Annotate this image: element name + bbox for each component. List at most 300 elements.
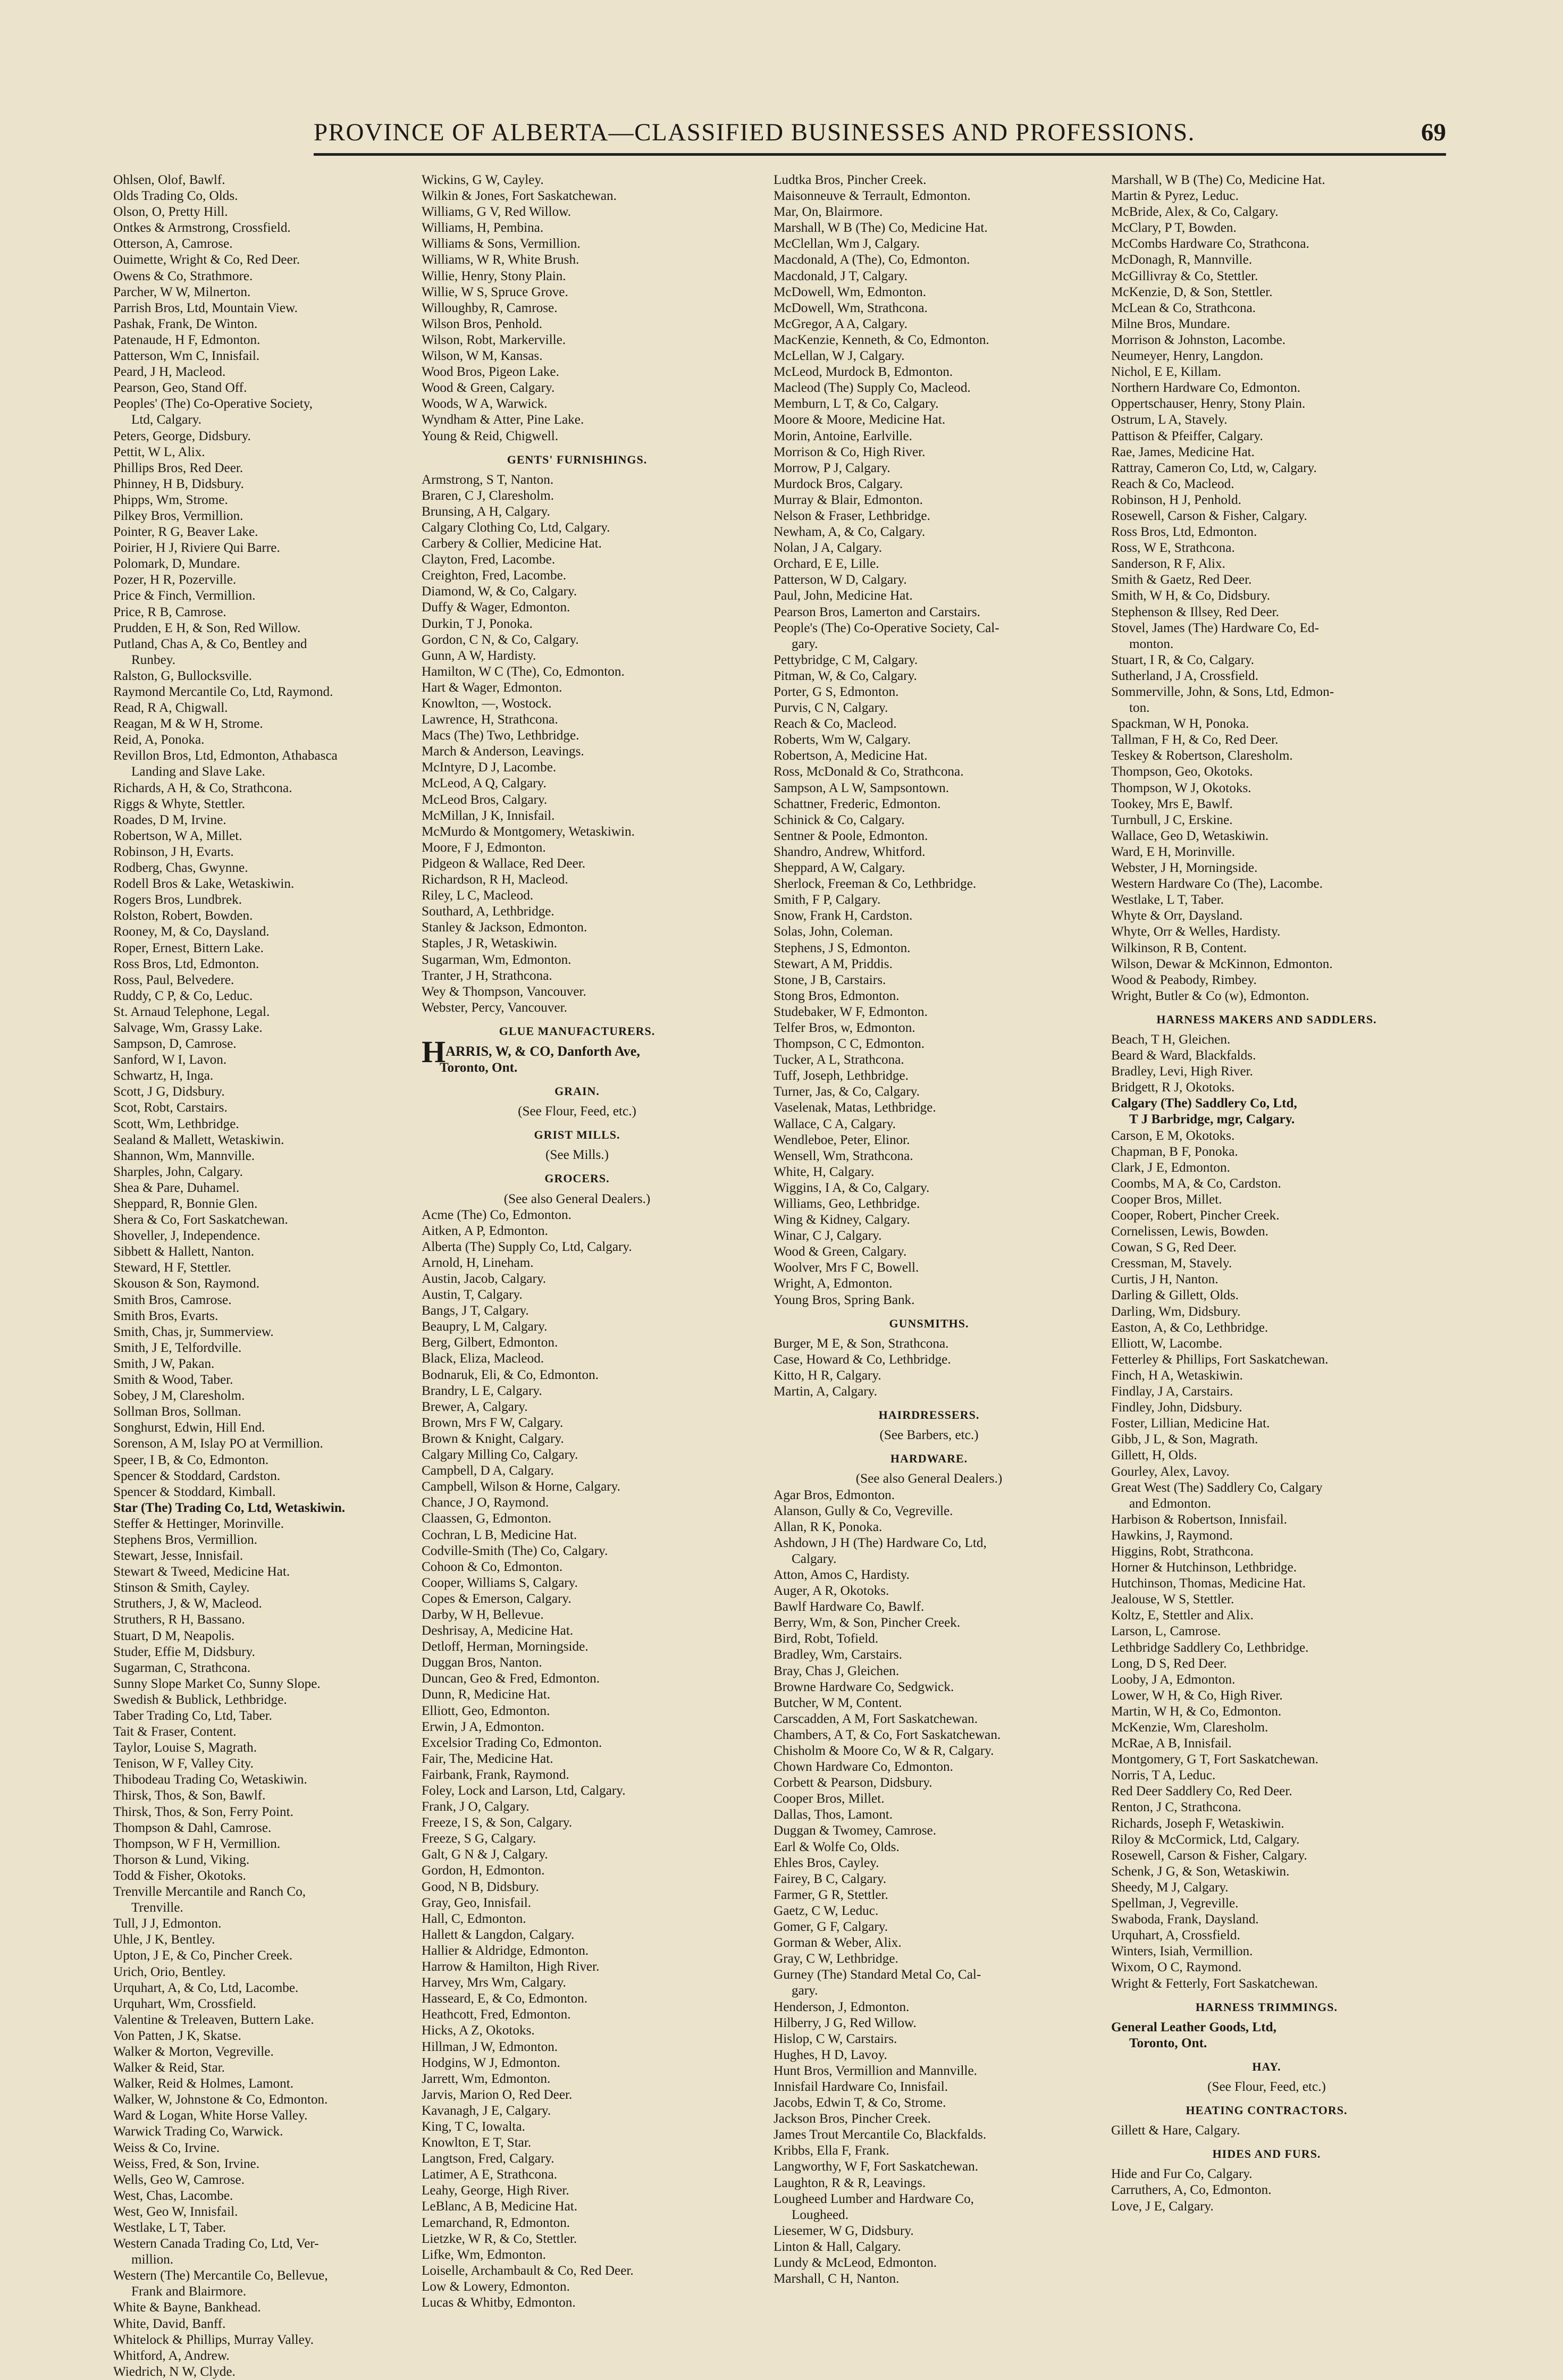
listing-entry: Curtis, J H, Nanton. bbox=[1111, 1272, 1219, 1287]
listing-entry: Brewer, A, Calgary. bbox=[422, 1399, 528, 1414]
listing-entry: Alberta (The) Supply Co, Ltd, Calgary. bbox=[422, 1239, 632, 1254]
listing-entry: Swaboda, Frank, Daysland. bbox=[1111, 1912, 1259, 1927]
listing-entry: Uhle, J K, Bentley. bbox=[113, 1932, 215, 1947]
listing-entry: Lundy & McLeod, Edmonton. bbox=[774, 2256, 937, 2270]
listing-entry: Walker, W, Johnstone & Co, Edmonton. bbox=[113, 2092, 328, 2107]
listing-entry: Lietzke, W R, & Co, Stettler. bbox=[422, 2231, 577, 2246]
listing-entry: Richards, A H, & Co, Strathcona. bbox=[113, 780, 292, 795]
listing-entry: Higgins, Robt, Strathcona. bbox=[1111, 1544, 1254, 1559]
header-rule bbox=[314, 153, 1446, 156]
section-heading: GLUE MANUFACTURERS. bbox=[499, 1024, 656, 1038]
listing-entry: Smith, Chas, jr, Summerview. bbox=[113, 1324, 274, 1339]
listing-entry: Hillman, J W, Edmonton. bbox=[422, 2039, 558, 2054]
listing-entry: Tait & Fraser, Content. bbox=[113, 1725, 237, 1739]
listing-entry: Ross Bros, Ltd, Edmonton. bbox=[113, 956, 259, 971]
section-heading: HAIRDRESSERS. bbox=[878, 1408, 980, 1422]
listing-entry: Sommerville, John, & Sons, Ltd, Edmon- bbox=[1111, 685, 1334, 699]
listing-entry: Phinney, H B, Didsbury. bbox=[113, 476, 244, 491]
section-heading: GRIST MILLS. bbox=[534, 1128, 620, 1142]
listing-entry: Brandry, L E, Calgary. bbox=[422, 1383, 542, 1398]
listing-entry: Allan, R K, Ponoka. bbox=[774, 1519, 883, 1534]
listing-entry: Case, Howard & Co, Lethbridge. bbox=[774, 1352, 951, 1367]
column-4 bbox=[1111, 172, 1422, 2215]
listing-entry: Findlay, J A, Carstairs. bbox=[1111, 1384, 1233, 1399]
listing-entry: Campbell, D A, Calgary. bbox=[422, 1464, 554, 1478]
listing-entry: Solas, John, Coleman. bbox=[774, 924, 893, 939]
listing-entry: Pattison & Pfeiffer, Calgary. bbox=[1111, 428, 1263, 443]
listing-entry: West, Geo W, Innisfail. bbox=[113, 2204, 238, 2219]
listing-entry: Rattray, Cameron Co, Ltd, w, Calgary. bbox=[1111, 460, 1317, 475]
listing-entry: Liesemer, W G, Didsbury. bbox=[774, 2223, 914, 2238]
listing-entry: Milne Bros, Mundare. bbox=[1111, 316, 1230, 331]
listing-entry: Coombs, M A, & Co, Cardston. bbox=[1111, 1176, 1281, 1191]
listing-entry: Western (The) Mercantile Co, Bellevue, bbox=[113, 2268, 328, 2283]
listing-entry: Excelsior Trading Co, Edmonton. bbox=[422, 1735, 602, 1750]
listing-entry: Urquhart, A, Crossfield. bbox=[1111, 1928, 1240, 1943]
listing-entry: Ward, E H, Morinville. bbox=[1111, 844, 1236, 859]
listing-entry: Willie, W S, Spruce Grove. bbox=[422, 284, 568, 299]
listing-entry: Pearson Bros, Lamerton and Carstairs. bbox=[774, 604, 980, 619]
listing-entry: Hasseard, E, & Co, Edmonton. bbox=[422, 1991, 588, 2006]
listing-entry: McLeod Bros, Calgary. bbox=[422, 792, 548, 807]
listing-entry: Rodell Bros & Lake, Wetaskiwin. bbox=[113, 877, 295, 892]
listing-entry: Pilkey Bros, Vermillion. bbox=[113, 508, 243, 523]
listing-entry: Hart & Wager, Edmonton. bbox=[422, 680, 562, 695]
listing-entry: Ouimette, Wright & Co, Red Deer. bbox=[113, 253, 300, 267]
listing-entry: Knowlton, —, Wostock. bbox=[422, 696, 552, 711]
listing-entry: Patenaude, H F, Edmonton. bbox=[113, 332, 260, 347]
listing-entry: Cornelissen, Lewis, Bowden. bbox=[1111, 1224, 1268, 1239]
listing-entry: Laughton, R & R, Leavings. bbox=[774, 2175, 926, 2190]
listing-entry: Browne Hardware Co, Sedgwick. bbox=[774, 1679, 954, 1694]
page-header bbox=[314, 118, 1446, 155]
listing-entry: McKenzie, Wm, Claresholm. bbox=[1111, 1720, 1268, 1735]
listing-entry: Morrison & Co, High River. bbox=[774, 444, 926, 459]
listing-entry: Upton, J E, & Co, Pincher Creek. bbox=[113, 1948, 293, 1963]
listing-entry: Cowan, S G, Red Deer. bbox=[1111, 1240, 1237, 1255]
listing-entry: Austin, Jacob, Calgary. bbox=[422, 1272, 547, 1286]
listing-entry: McLellan, W J, Calgary. bbox=[774, 349, 905, 364]
listing-entry: Peters, George, Didsbury. bbox=[113, 428, 251, 443]
listing-entry: Calgary Milling Co, Calgary. bbox=[422, 1448, 578, 1462]
cross-reference-note: (See Mills.) bbox=[545, 1148, 609, 1163]
listing-entry: Thompson, Geo, Okotoks. bbox=[1111, 764, 1253, 779]
listing-entry: McLeod, A Q, Calgary. bbox=[422, 776, 547, 791]
listing-continuation: Toronto, Ont. bbox=[440, 1060, 518, 1075]
listing-continuation: ton. bbox=[1129, 701, 1150, 716]
listing-entry: Schenk, J G, & Son, Wetaskiwin. bbox=[1111, 1864, 1290, 1879]
listing-entry: Carson, E M, Okotoks. bbox=[1111, 1128, 1235, 1143]
listing-continuation: Frank and Blairmore. bbox=[131, 2284, 247, 2299]
listing-entry: Todd & Fisher, Okotoks. bbox=[113, 1868, 246, 1883]
listing-entry: Loiselle, Archambault & Co, Red Deer. bbox=[422, 2263, 634, 2278]
listing-entry: Owens & Co, Strathmore. bbox=[113, 268, 253, 283]
listing-entry: Rosewell, Carson & Fisher, Calgary. bbox=[1111, 508, 1307, 523]
listing-entry: Koltz, E, Stettler and Alix. bbox=[1111, 1608, 1254, 1623]
listing-entry: Reach & Co, Macleod. bbox=[774, 717, 897, 731]
listing-entry: Riloy & McCormick, Ltd, Calgary. bbox=[1111, 1832, 1300, 1847]
listing-entry: Fairbank, Frank, Raymond. bbox=[422, 1767, 569, 1782]
listing-entry: Robertson, A, Medicine Hat. bbox=[774, 749, 928, 763]
section-heading: HIDES AND FURS. bbox=[1212, 2147, 1321, 2161]
listing-entry: Darby, W H, Bellevue. bbox=[422, 1607, 544, 1622]
listing-entry: Marshall, W B (The) Co, Medicine Hat. bbox=[1111, 173, 1325, 187]
listing-entry: Clark, J E, Edmonton. bbox=[1111, 1160, 1230, 1175]
listing-entry: Stanley & Jackson, Edmonton. bbox=[422, 920, 587, 935]
listing-entry: Ralston, G, Bullocksville. bbox=[113, 668, 252, 683]
listing-entry: Auger, A R, Okotoks. bbox=[774, 1584, 889, 1599]
listing-entry: Smith, W H, & Co, Didsbury. bbox=[1111, 588, 1271, 603]
listing-entry: Turner, Jas, & Co, Calgary. bbox=[774, 1084, 920, 1099]
listing-entry: Trenville Mercantile and Ranch Co, bbox=[113, 1885, 306, 1899]
listing-entry: Westlake, L T, Taber. bbox=[113, 2221, 226, 2235]
listing-entry: Williams, Geo, Lethbridge. bbox=[774, 1197, 920, 1211]
listing-entry: Brown & Knight, Calgary. bbox=[422, 1431, 564, 1446]
listing-entry: Clayton, Fred, Lacombe. bbox=[422, 552, 556, 567]
listing-entry: James Trout Mercantile Co, Blackfalds. bbox=[774, 2127, 987, 2142]
listing-entry: Cressman, M, Stavely. bbox=[1111, 1256, 1232, 1271]
listing-entry: Sentner & Poole, Edmonton. bbox=[774, 828, 928, 843]
listing-entry: Beard & Ward, Blackfalds. bbox=[1111, 1048, 1256, 1063]
listing-entry: Peoples' (The) Co-Operative Society, bbox=[113, 397, 313, 411]
listing-entry: Patterson, W D, Calgary. bbox=[774, 573, 907, 587]
listing-entry: Sheedy, M J, Calgary. bbox=[1111, 1880, 1229, 1895]
listing-entry: Thirsk, Thos, & Son, Ferry Point. bbox=[113, 1804, 293, 1819]
listing-entry: Pettit, W L, Alix. bbox=[113, 444, 205, 459]
listing-entry: Carscadden, A M, Fort Saskatchewan. bbox=[774, 1711, 978, 1726]
listing-entry: Bawlf Hardware Co, Bawlf. bbox=[774, 1600, 925, 1614]
column-2 bbox=[422, 172, 733, 2311]
listing-entry: Shera & Co, Fort Saskatchewan. bbox=[113, 1213, 288, 1227]
listing-entry: Thorson & Lund, Viking. bbox=[113, 1852, 250, 1867]
listing-entry: Ashdown, J H (The) Hardware Co, Ltd, bbox=[774, 1535, 987, 1550]
listing-entry: Telfer Bros, w, Edmonton. bbox=[774, 1020, 915, 1035]
listing-entry: Price, R B, Camrose. bbox=[113, 604, 226, 619]
listing-entry: Sharples, John, Calgary. bbox=[113, 1164, 243, 1179]
listing-entry: Renton, J C, Strathcona. bbox=[1111, 1800, 1241, 1815]
listing-entry: Young & Reid, Chigwell. bbox=[422, 428, 559, 443]
listing-entry: Finch, H A, Wetaskiwin. bbox=[1111, 1368, 1243, 1383]
listing-entry: Hughes, H D, Lavoy. bbox=[774, 2047, 887, 2062]
listing-entry: Sampson, D, Camrose. bbox=[113, 1037, 237, 1052]
listing-entry: Williams, H, Pembina. bbox=[422, 221, 544, 236]
listing-entry: Austin, T, Calgary. bbox=[422, 1288, 523, 1302]
listing-entry: Cooper Bros, Millet. bbox=[774, 1792, 885, 1806]
listing-entry: Beaupry, L M, Calgary. bbox=[422, 1319, 548, 1334]
listing-entry: Turnbull, J C, Erskine. bbox=[1111, 812, 1233, 827]
listing-entry: McGregor, A A, Calgary. bbox=[774, 316, 907, 331]
listing-entry: Sealand & Mallett, Wetaskiwin. bbox=[113, 1132, 284, 1147]
listing-entry: Carruthers, A, Co, Edmonton. bbox=[1111, 2183, 1272, 2198]
listing-continuation: and Edmonton. bbox=[1129, 1496, 1211, 1511]
listing-entry: West, Chas, Lacombe. bbox=[113, 2188, 233, 2203]
listing-entry: Parrish Bros, Ltd, Mountain View. bbox=[113, 300, 298, 315]
listing-entry: Black, Eliza, Macleod. bbox=[422, 1351, 544, 1366]
listing-entry: Duggan Bros, Nanton. bbox=[422, 1655, 542, 1670]
listing-entry: Gordon, C N, & Co, Calgary. bbox=[422, 632, 579, 647]
listing-entry: Jackson Bros, Pincher Creek. bbox=[774, 2112, 931, 2126]
listing-entry: Wells, Geo W, Camrose. bbox=[113, 2172, 245, 2187]
listing-entry: Williams, G V, Red Willow. bbox=[422, 205, 572, 220]
listing-entry: McRae, A B, Innisfail. bbox=[1111, 1736, 1232, 1751]
listing-entry: Ross, Paul, Belvedere. bbox=[113, 972, 234, 987]
listing-entry: Marshall, C H, Nanton. bbox=[774, 2272, 900, 2286]
listing-entry: Gillett & Hare, Calgary. bbox=[1111, 2123, 1240, 2138]
listing-entry: Whyte, Orr & Welles, Hardisty. bbox=[1111, 924, 1281, 939]
listing-entry: Lucas & Whitby, Edmonton. bbox=[422, 2295, 576, 2310]
listing-entry: Looby, J A, Edmonton. bbox=[1111, 1672, 1236, 1687]
listing-entry: Wilson, Dewar & McKinnon, Edmonton. bbox=[1111, 956, 1333, 971]
listing-entry: Salvage, Wm, Grassy Lake. bbox=[113, 1020, 263, 1035]
listing-entry: Sunny Slope Market Co, Sunny Slope. bbox=[113, 1676, 321, 1691]
cross-reference-note: (See also General Dealers.) bbox=[503, 1191, 651, 1206]
column-1 bbox=[113, 172, 424, 2380]
listing-entry: Porter, G S, Edmonton. bbox=[774, 685, 899, 699]
listing-entry: Pitman, W, & Co, Calgary. bbox=[774, 668, 917, 683]
listing-entry: Pettybridge, C M, Calgary. bbox=[774, 652, 918, 667]
listing-entry: Berry, Wm, & Son, Pincher Creek. bbox=[774, 1616, 961, 1630]
listing-entry: Knowlton, E T, Star. bbox=[422, 2135, 532, 2150]
listing-entry: Struthers, R H, Bassano. bbox=[113, 1612, 245, 1627]
listing-entry: Walker & Reid, Star. bbox=[113, 2061, 225, 2075]
listing-entry: Harvey, Mrs Wm, Calgary. bbox=[422, 1975, 566, 1990]
listing-entry: Oppertschauser, Henry, Stony Plain. bbox=[1111, 397, 1306, 411]
listing-entry: Snow, Frank H, Cardston. bbox=[774, 909, 913, 923]
listing-entry: Bray, Chas J, Gleichen. bbox=[774, 1663, 900, 1678]
listing-entry: Cooper, Robert, Pincher Creek. bbox=[1111, 1208, 1280, 1223]
listing-entry: Armstrong, S T, Nanton. bbox=[422, 472, 554, 487]
featured-listing: Calgary (The) Saddlery Co, Ltd, bbox=[1111, 1096, 1297, 1111]
listing-entry: Von Patten, J K, Skatse. bbox=[113, 2028, 241, 2043]
section-heading: GUNSMITHS. bbox=[889, 1316, 969, 1330]
listing-entry: Nichol, E E, Killam. bbox=[1111, 365, 1222, 380]
listing-entry: Paul, John, Medicine Hat. bbox=[774, 588, 913, 603]
listing-entry: Wiggins, I A, & Co, Calgary. bbox=[774, 1180, 930, 1195]
listing-entry: Hamilton, W C (The), Co, Edmonton. bbox=[422, 664, 625, 679]
listing-entry: Tranter, J H, Strathcona. bbox=[422, 968, 552, 983]
listing-entry: Wilson Bros, Penhold. bbox=[422, 316, 543, 331]
listing-entry: Woolver, Mrs F C, Bowell. bbox=[774, 1260, 919, 1275]
listing-entry: Shannon, Wm, Mannville. bbox=[113, 1148, 255, 1163]
listing-entry: Stewart, Jesse, Innisfail. bbox=[113, 1549, 243, 1563]
listing-entry: Long, D S, Red Deer. bbox=[1111, 1656, 1227, 1671]
listing-entry: Claassen, G, Edmonton. bbox=[422, 1511, 552, 1526]
listing-entry: Walker, Reid & Holmes, Lamont. bbox=[113, 2076, 294, 2091]
cross-reference-note: (See also General Dealers.) bbox=[855, 1471, 1003, 1486]
listing-entry: Gurney (The) Standard Metal Co, Cal- bbox=[774, 1967, 981, 1982]
listing-entry: Webster, Percy, Vancouver. bbox=[422, 1000, 567, 1015]
listing-entry: Stuart, D M, Neapolis. bbox=[113, 1628, 235, 1643]
section-heading: HARNESS TRIMMINGS. bbox=[1196, 2000, 1338, 2014]
listing-entry: Beach, T H, Gleichen. bbox=[1111, 1032, 1231, 1047]
listing-entry: Larson, L, Camrose. bbox=[1111, 1624, 1221, 1639]
listing-entry: Hutchinson, Thomas, Medicine Hat. bbox=[1111, 1576, 1306, 1591]
listing-entry: Harrow & Hamilton, High River. bbox=[422, 1959, 600, 1974]
cross-reference-note: (See Flour, Feed, etc.) bbox=[1207, 2079, 1326, 2094]
listing-entry: Sugarman, C, Strathcona. bbox=[113, 1660, 251, 1675]
listing-entry: Diamond, W, & Co, Calgary. bbox=[422, 584, 577, 599]
listing-entry: Kribbs, Ella F, Frank. bbox=[774, 2143, 889, 2158]
cross-reference-note: (See Barbers, etc.) bbox=[879, 1428, 979, 1443]
listing-entry: Lougheed Lumber and Hardware Co, bbox=[774, 2191, 974, 2206]
listing-entry: Staples, J R, Wetaskiwin. bbox=[422, 936, 557, 951]
section-heading: GENTS' FURNISHINGS. bbox=[507, 452, 648, 466]
listing-entry: Hallier & Aldridge, Edmonton. bbox=[422, 1943, 589, 1958]
listing-entry: Bangs, J T, Calgary. bbox=[422, 1303, 529, 1318]
listing-entry: Bodnaruk, Eli, & Co, Edmonton. bbox=[422, 1367, 599, 1382]
listing-entry: Skouson & Son, Raymond. bbox=[113, 1276, 259, 1291]
listing-entry: Agar Bros, Edmonton. bbox=[774, 1487, 895, 1502]
listing-entry: Gray, Geo, Innisfail. bbox=[422, 1895, 532, 1910]
listing-entry: Spackman, W H, Ponoka. bbox=[1111, 717, 1249, 731]
listing-entry: Webster, J H, Morningside. bbox=[1111, 861, 1258, 876]
listing-entry: Urquhart, A, & Co, Ltd, Lacombe. bbox=[113, 1980, 299, 1995]
listing-entry: Wright, A, Edmonton. bbox=[774, 1276, 893, 1291]
listing-entry: Low & Lowery, Edmonton. bbox=[422, 2279, 570, 2294]
listing-entry: Urich, Orio, Bentley. bbox=[113, 1964, 226, 1979]
listing-entry: Patterson, Wm C, Innisfail. bbox=[113, 349, 260, 364]
listing-entry: Arnold, H, Lineham. bbox=[422, 1255, 534, 1270]
listing-entry: Hodgins, W J, Edmonton. bbox=[422, 2055, 560, 2070]
listing-entry: Murray & Blair, Edmonton. bbox=[774, 492, 923, 507]
listing-entry: Speer, I B, & Co, Edmonton. bbox=[113, 1452, 269, 1467]
listing-entry: Ruddy, C P, & Co, Leduc. bbox=[113, 988, 253, 1003]
section-heading: HAY. bbox=[1252, 2059, 1281, 2073]
listing-entry: Phipps, Wm, Strome. bbox=[113, 492, 228, 507]
listing-entry: Hawkins, J, Raymond. bbox=[1111, 1528, 1233, 1543]
listing-entry: Ostrum, L A, Stavely. bbox=[1111, 413, 1228, 427]
listing-entry: Linton & Hall, Calgary. bbox=[774, 2239, 901, 2254]
listing-entry: Langworthy, W F, Fort Saskatchewan. bbox=[774, 2159, 979, 2174]
listing-entry: Studer, Effie M, Didsbury. bbox=[113, 1644, 255, 1659]
listing-entry: Pozer, H R, Pozerville. bbox=[113, 573, 237, 587]
listing-entry: Read, R A, Chigwall. bbox=[113, 701, 228, 716]
listing-entry: Tull, J J, Edmonton. bbox=[113, 1916, 222, 1931]
listing-entry: Brunsing, A H, Calgary. bbox=[422, 504, 550, 519]
listing-entry: Whitelock & Phillips, Murray Valley. bbox=[113, 2332, 314, 2347]
listing-entry: Easton, A, & Co, Lethbridge. bbox=[1111, 1320, 1268, 1335]
listing-entry: Young Bros, Spring Bank. bbox=[774, 1292, 915, 1307]
listing-entry: McDowell, Wm, Strathcona. bbox=[774, 300, 928, 315]
listing-entry: Rooney, M, & Co, Daysland. bbox=[113, 924, 270, 939]
listing-entry: Bradley, Wm, Carstairs. bbox=[774, 1647, 903, 1662]
listing-entry: Stone, J B, Carstairs. bbox=[774, 972, 886, 987]
listing-entry: Ross Bros, Ltd, Edmonton. bbox=[1111, 525, 1257, 540]
listing-entry: Sheppard, A W, Calgary. bbox=[774, 861, 905, 876]
listing-entry: Red Deer Saddlery Co, Red Deer. bbox=[1111, 1784, 1292, 1799]
listing-entry: Kitto, H R, Calgary. bbox=[774, 1368, 881, 1383]
listing-entry: Sibbett & Hallett, Nanton. bbox=[113, 1244, 255, 1259]
listing-entry: Duncan, Geo & Fred, Edmonton. bbox=[422, 1671, 600, 1686]
listing-entry: Reach & Co, Macleod. bbox=[1111, 476, 1234, 491]
listing-entry: Harbison & Robertson, Innisfail. bbox=[1111, 1512, 1287, 1527]
listing-entry: Peard, J H, Macleod. bbox=[113, 365, 226, 380]
listing-entry: Leahy, George, High River. bbox=[422, 2183, 569, 2198]
listing-continuation: Calgary. bbox=[792, 1551, 837, 1566]
listing-entry: Acme (The) Co, Edmonton. bbox=[422, 1207, 572, 1222]
listing-entry: Martin & Pyrez, Leduc. bbox=[1111, 189, 1239, 204]
listing-entry: Wilkin & Jones, Fort Saskatchewan. bbox=[422, 189, 617, 204]
listing-entry: Lawrence, H, Strathcona. bbox=[422, 712, 558, 727]
listing-entry: Polomark, D, Mundare. bbox=[113, 557, 240, 571]
listing-continuation: Trenville. bbox=[131, 1900, 183, 1915]
listing-entry: McLean & Co, Strathcona. bbox=[1111, 300, 1256, 315]
listing-entry: Sugarman, Wm, Edmonton. bbox=[422, 952, 572, 967]
listing-entry: Gibb, J L, & Son, Magrath. bbox=[1111, 1432, 1258, 1447]
listing-entry: Henderson, J, Edmonton. bbox=[774, 1999, 910, 2014]
listing-entry: Rolston, Robert, Bowden. bbox=[113, 909, 253, 923]
listing-entry: Ehles Bros, Cayley. bbox=[774, 1855, 879, 1870]
listing-continuation: gary. bbox=[792, 1983, 818, 1998]
listing-entry: Roades, D M, Irvine. bbox=[113, 812, 226, 827]
listing-entry: Ludtka Bros, Pincher Creek. bbox=[774, 173, 927, 187]
listing-entry: Teskey & Robertson, Claresholm. bbox=[1111, 749, 1293, 763]
listing-entry: Taber Trading Co, Ltd, Taber. bbox=[113, 1709, 272, 1723]
listing-entry: Shoveller, J, Independence. bbox=[113, 1229, 260, 1243]
section-heading: GROCERS. bbox=[544, 1172, 610, 1185]
listing-entry: Valentine & Treleaven, Buttern Lake. bbox=[113, 2012, 314, 2027]
listing-entry: Steward, H F, Stettler. bbox=[113, 1260, 231, 1275]
listing-entry: Roper, Ernest, Bittern Lake. bbox=[113, 940, 264, 955]
listing-entry: McDowell, Wm, Edmonton. bbox=[774, 284, 927, 299]
section-heading: HARNESS MAKERS AND SADDLERS. bbox=[1156, 1012, 1377, 1026]
listing-entry: Purvis, C N, Calgary. bbox=[774, 701, 888, 716]
listing-entry: Thompson, W F H, Vermillion. bbox=[113, 1836, 281, 1851]
listing-entry: Duggan & Twomey, Camrose. bbox=[774, 1823, 937, 1838]
listing-entry: Wallace, Geo D, Wetaskiwin. bbox=[1111, 828, 1269, 843]
listing-entry: Chapman, B F, Ponoka. bbox=[1111, 1144, 1238, 1159]
listing-entry: Stephenson & Illsey, Red Deer. bbox=[1111, 604, 1279, 619]
listing-entry: Robertson, W A, Millet. bbox=[113, 828, 242, 843]
listing-entry: Fairey, B C, Calgary. bbox=[774, 1871, 887, 1886]
listing-entry: Chown Hardware Co, Edmonton. bbox=[774, 1760, 953, 1775]
listing-entry: Jarvis, Marion O, Red Deer. bbox=[422, 2087, 573, 2102]
listing-entry: Warwick Trading Co, Warwick. bbox=[113, 2124, 283, 2139]
listing-entry: McMurdo & Montgomery, Wetaskiwin. bbox=[422, 824, 635, 839]
listing-entry: Olds Trading Co, Olds. bbox=[113, 189, 238, 204]
listing-entry: Tucker, A L, Strathcona. bbox=[774, 1053, 904, 1067]
listing-entry: Wood Bros, Pigeon Lake. bbox=[422, 365, 559, 380]
listing-entry: Morrison & Johnston, Lacombe. bbox=[1111, 332, 1286, 347]
listing-entry: Neumeyer, Henry, Langdon. bbox=[1111, 349, 1264, 364]
listing-entry: Chance, J O, Raymond. bbox=[422, 1495, 549, 1510]
listing-entry: Memburn, L T, & Co, Calgary. bbox=[774, 397, 939, 411]
listing-entry: Ross, W E, Strathcona. bbox=[1111, 541, 1235, 556]
page-title: PROVINCE OF ALBERTA—CLASSIFIED BUSINESSES AND PROFESSIONS. bbox=[314, 119, 1195, 146]
listing-entry: Stewart, A M, Priddis. bbox=[774, 956, 893, 971]
listing-entry: Taylor, Louise S, Magrath. bbox=[113, 1740, 257, 1755]
listing-entry: Martin, W H, & Co, Edmonton. bbox=[1111, 1704, 1282, 1719]
listing-entry: Thompson, C C, Edmonton. bbox=[774, 1037, 925, 1052]
listing-entry: McBride, Alex, & Co, Calgary. bbox=[1111, 205, 1279, 220]
listing-entry: Dallas, Thos, Lamont. bbox=[774, 1807, 893, 1822]
page-number: 69 bbox=[1421, 119, 1446, 146]
listing-entry: Thibodeau Trading Co, Wetaskiwin. bbox=[113, 1772, 307, 1787]
listing-entry: Shea & Pare, Duhamel. bbox=[113, 1180, 240, 1195]
listing-entry: Reid, A, Ponoka. bbox=[113, 733, 205, 747]
listing-entry: Jacobs, Edwin T, & Co, Strome. bbox=[774, 2096, 946, 2110]
listing-entry: Macdonald, J T, Calgary. bbox=[774, 268, 908, 283]
listing-entry: Nelson & Fraser, Lethbridge. bbox=[774, 508, 930, 523]
listing-entry: Rosewell, Carson & Fisher, Calgary. bbox=[1111, 1848, 1307, 1863]
listing-entry: Wilson, W M, Kansas. bbox=[422, 349, 543, 364]
listing-entry: Gaetz, C W, Leduc. bbox=[774, 1903, 879, 1918]
listing-entry: Ohlsen, Olof, Bawlf. bbox=[113, 173, 225, 187]
listing-entry: Foster, Lillian, Medicine Hat. bbox=[1111, 1416, 1270, 1431]
listing-entry: Winters, Isiah, Vermillion. bbox=[1111, 1944, 1253, 1959]
listing-entry: Schattner, Frederic, Edmonton. bbox=[774, 796, 941, 811]
listing-entry: Good, N B, Didsbury. bbox=[422, 1879, 539, 1894]
